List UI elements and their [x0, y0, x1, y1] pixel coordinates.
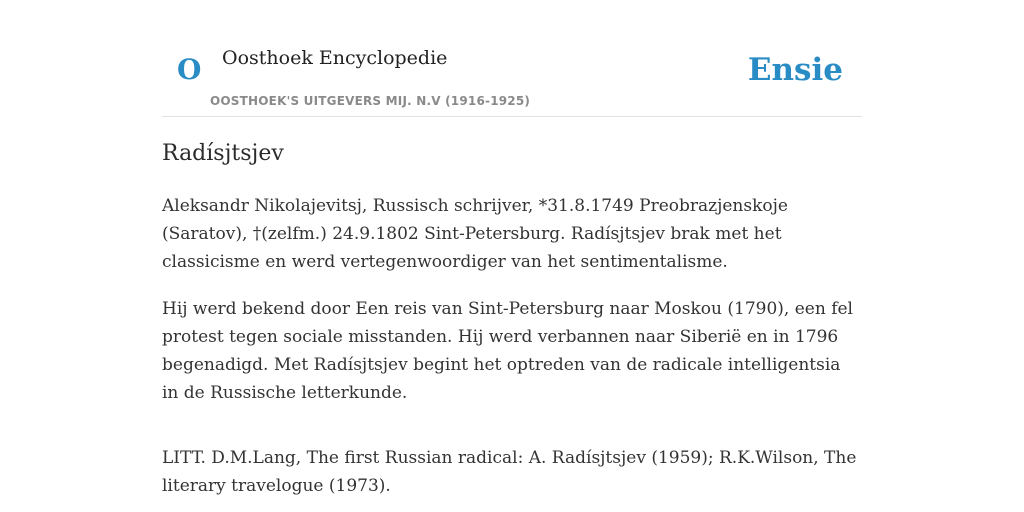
- article-paragraph: Hij werd bekend door Een reis van Sint-Petersburg naar Moskou (1790), een fel protest tegen sociale misstanden. Hij werd verbannen naar Siberië en in 1796 begenadigd. Met Radísjtsjev begint het optreden van de radicale intelligentsia in de Russische letterkunde.: [162, 299, 853, 403]
- article-title: Radísjtsjev: [162, 141, 284, 166]
- article: [162, 138, 862, 512]
- ensie-logo-link[interactable]: Ensie: [747, 52, 843, 88]
- site-title[interactable]: Oosthoek Encyclopedie: [222, 47, 448, 69]
- literature-reference: LITT. D.M.Lang, The first Russian radical: A. Radísjtsjev (1959); R.K.Wilson, The literary travelogue (1973).: [162, 448, 857, 496]
- site-header: [162, 0, 862, 117]
- oosthoek-logo-icon[interactable]: O: [177, 53, 202, 86]
- article-paragraph: Aleksandr Nikolajevitsj, Russisch schrijver, *31.8.1749 Preobrazjenskoje (Saratov), †(zelfm.) 24.9.1802 Sint-Petersburg. Radísjtsjev brak met het classicisme en werd vertegenwoordiger van het sentimentalisme.: [162, 196, 788, 272]
- publisher-subtitle: OOSTHOEK'S UITGEVERS MIJ. N.V (1916-1925): [210, 94, 531, 108]
